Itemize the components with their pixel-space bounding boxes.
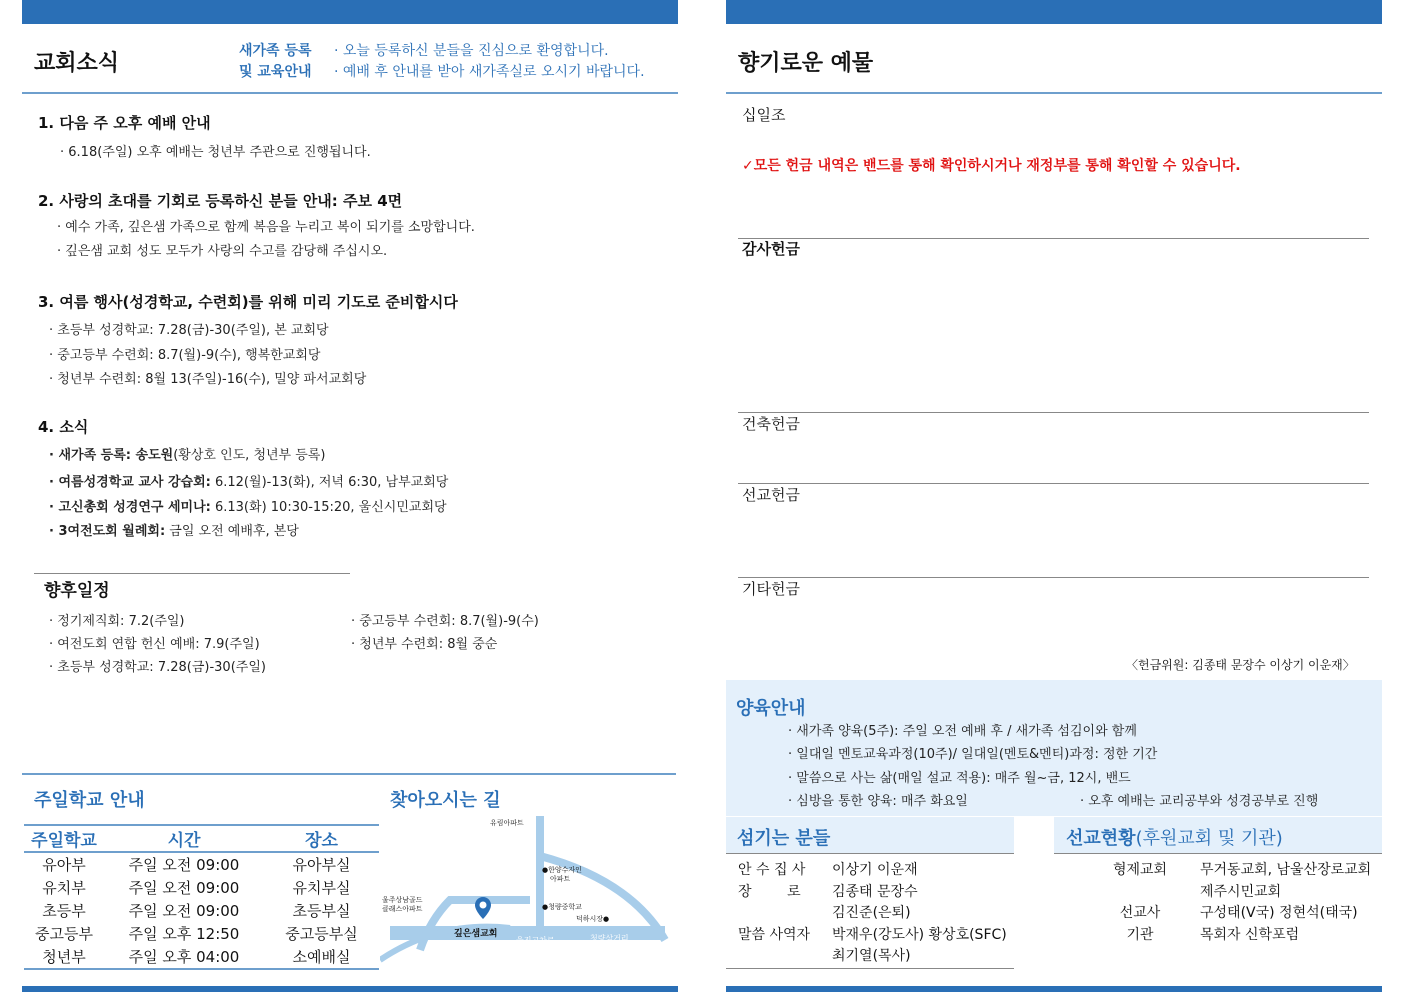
server-role: 장 로 (738, 883, 801, 900)
building-label: 건축헌금 (742, 415, 800, 433)
offering-title: 향기로운 예물 (738, 51, 874, 76)
server-names: 김종태 문장수 (832, 883, 918, 900)
server-role: 말씀 사역자 (738, 926, 811, 943)
mission-row (1080, 860, 1371, 882)
news-item-bold: · 3여전도회 월례회: (49, 524, 166, 539)
table-cell: 주일 오전 09:00 (128, 902, 240, 920)
sunday-school-table (24, 824, 379, 970)
map-label-line: 아파트 (550, 875, 571, 883)
table-cell: 유아부실 (292, 856, 351, 874)
servers-title: 섬기는 분들 (737, 828, 831, 849)
table-cell: 소예배실 (292, 948, 351, 966)
church-map-label: 깊은샘교회 (454, 929, 498, 939)
map-label (382, 896, 423, 914)
mission-title-main: 선교현황 (1066, 828, 1136, 849)
mission-label: 선교사 (1119, 905, 1161, 921)
news-item (49, 520, 299, 539)
other-label: 기타헌금 (742, 580, 800, 598)
welcome-text-line2: · 예배 후 안내를 받아 새가족실로 오시기 바랍니다. (334, 64, 645, 80)
offering-notice: ✓모든 헌금 내역은 밴드를 통해 확인하시거나 재정부를 통해 확인할 수 있습니다. (742, 158, 1241, 174)
nurture-item: · 일대일 멘토교육과정(10주)/ 일대일(멘토&멘티)과정: 정한 기간 (788, 747, 1158, 762)
mission-title-sub: (후원교회 및 기관) (1135, 828, 1283, 849)
table-cell: 주일 오후 04:00 (128, 948, 240, 966)
section-1-item: · 6.18(주일) 오후 예배는 청년부 주관으로 진행됩니다. (60, 145, 371, 160)
left-bottom-bar (22, 986, 678, 992)
mission-value: 무거동교회, 남울산장로교회 (1200, 862, 1372, 878)
table-row (24, 899, 379, 922)
table-cell: 주일 오전 09:00 (128, 879, 240, 897)
table-cell: 주일 오후 12:50 (128, 925, 240, 943)
map-title: 찾아오시는 길 (390, 790, 501, 811)
map-label: 덕하시장● (576, 915, 610, 923)
right-bottom-bar (726, 986, 1382, 992)
map-road-label: 청량삼거리 (590, 934, 629, 943)
tithe-label: 십일조 (742, 106, 786, 124)
nurture-item: · 새가족 양육(5주): 주일 오전 예배 후 / 새가족 섬김이와 함께 (788, 724, 1137, 739)
nurture-title: 양육안내 (736, 698, 806, 719)
news-item (49, 444, 325, 463)
table-row (24, 922, 379, 945)
committee-text: 〈헌금위원: 김종태 문장수 이상기 이운재〉 (1126, 658, 1355, 672)
welcome-label (239, 41, 312, 83)
news-item-bold: · 여름성경학교 교사 강습회: (49, 475, 211, 490)
table-header-row (24, 825, 379, 852)
section-3-item: · 초등부 성경학교: 7.28(금)-30(주일), 본 교회당 (49, 323, 329, 338)
section-3-item: · 중고등부 수련회: 8.7(월)-9(수), 행복한교회당 (49, 348, 321, 363)
nurture-item: · 오후 예배는 교리공부와 성경공부로 진행 (1080, 794, 1319, 809)
nurture-item: · 말씀으로 사는 삶(매일 설교 적용): 매주 월~금, 12시, 밴드 (788, 771, 1131, 786)
table-header: 주일학교 (24, 825, 104, 852)
server-row (738, 882, 1007, 904)
section-3-title: 3. 여름 행사(성경학교, 수련회)를 위해 미리 기도로 준비합시다 (38, 293, 458, 311)
server-row (738, 925, 1007, 947)
section-2-item: · 예수 가족, 깊은샘 가족으로 함께 복음을 누리고 복이 되기를 소망합니다. (57, 220, 475, 235)
news-title: 교회소식 (34, 51, 120, 76)
server-names: 김진준(은퇴) (832, 905, 911, 921)
mission-value: 구성태(V국) 정현석(태국) (1200, 905, 1358, 921)
news-item-rest: (황상호 인도, 청년부 등록) (173, 448, 326, 463)
table-row (24, 945, 379, 969)
schedule-item: · 중고등부 수련회: 8.7(월)-9(수) (351, 614, 539, 629)
mission-row (1080, 882, 1371, 904)
map-label: ●청량중학교 (542, 903, 582, 911)
welcome-text-line1: · 오늘 등록하신 분들을 진심으로 환영합니다. (334, 43, 609, 59)
thanks-label: 감사헌금 (742, 240, 800, 258)
section-4-title: 4. 소식 (38, 418, 89, 436)
schedule-divider (34, 573, 350, 574)
map-roads (380, 810, 676, 970)
server-names: 이상기 이운재 (832, 862, 918, 878)
section-1-title: 1. 다음 주 오후 예배 안내 (38, 114, 211, 132)
section-2-item: · 깊은샘 교회 성도 모두가 사랑의 수고를 감당해 주십시오. (57, 244, 388, 259)
news-item-bold: · 고신총회 성경연구 세미나: (49, 500, 211, 515)
server-names: 최기열(목사) (832, 948, 911, 964)
welcome-text (334, 41, 645, 83)
mission-row (1080, 925, 1371, 947)
map-label-line: 울주상남골드 (382, 896, 423, 904)
servers-bottom-line (726, 968, 1014, 969)
table-cell: 주일 오전 09:00 (128, 856, 240, 874)
offering-line (738, 238, 1369, 239)
mission-offering-label: 선교헌금 (742, 486, 800, 504)
location-pin-icon (474, 896, 492, 924)
news-item-bold: · 새가족 등록: 송도원 (49, 448, 174, 463)
server-row (738, 903, 1007, 925)
map-road-label: 울진고차로 (516, 936, 555, 945)
mission-top-line (1054, 853, 1382, 854)
news-item-rest: 금일 오전 예배후, 본당 (165, 524, 299, 539)
mission-value: 제주시민교회 (1200, 883, 1282, 900)
table-cell: 유치부실 (292, 879, 351, 897)
mission-status-title (1066, 824, 1283, 850)
schedule-item: · 여전도회 연합 헌신 예배: 7.9(주일) (49, 637, 260, 652)
servers-list (738, 860, 1007, 968)
table-header: 시간 (104, 825, 264, 852)
schedule-item: · 정기제직회: 7.2(주일) (49, 614, 185, 629)
table-cell: 유아부 (42, 856, 86, 874)
schedule-title: 향후일정 (44, 581, 110, 601)
table-cell: 중고등부 (35, 925, 93, 943)
news-item-rest: 6.12(월)-13(화), 저녁 6:30, 남부교회당 (210, 475, 449, 490)
news-divider (22, 92, 678, 94)
table-cell: 유치부 (42, 879, 86, 897)
news-item (49, 471, 448, 490)
right-top-bar (726, 0, 1382, 24)
table-row (24, 876, 379, 899)
table-cell: 초등부실 (292, 902, 351, 920)
servers-top-line (726, 853, 1014, 854)
map (380, 810, 676, 970)
welcome-label-line1: 새가족 등록 (239, 43, 312, 59)
section-2-title: 2. 사랑의 초대를 기회로 등록하신 분들 안내: 주보 4면 (38, 192, 403, 210)
mission-label: 기관 (1126, 926, 1154, 943)
offering-divider (726, 92, 1382, 94)
sunday-school-title: 주일학교 안내 (34, 790, 145, 811)
bottom-left-divider (22, 773, 676, 775)
welcome-label-line2: 및 교육안내 (239, 64, 312, 80)
map-label: 유림아파트 (490, 819, 524, 827)
mission-label: 형제교회 (1112, 862, 1168, 878)
mission-list (1080, 860, 1371, 946)
section-3-item: · 청년부 수련회: 8월 13(주일)-16(수), 밀양 파서교회당 (49, 372, 367, 387)
server-row (738, 860, 1007, 882)
table-row (24, 852, 379, 876)
table-cell: 청년부 (42, 948, 86, 966)
table-cell: 중고등부실 (285, 925, 358, 943)
table-cell: 초등부 (42, 902, 86, 920)
mission-row (1080, 903, 1371, 925)
schedule-item: · 청년부 수련회: 8월 중순 (351, 637, 498, 652)
news-item (49, 496, 447, 515)
server-names: 박재우(강도사) 황상호(SFC) (832, 926, 1007, 943)
nurture-item: · 심방을 통한 양육: 매주 화요일 (788, 794, 968, 809)
left-top-bar (22, 0, 678, 24)
offering-line (738, 483, 1369, 484)
map-label-line: 클래스아파트 (382, 905, 423, 913)
mission-value: 목회자 신학포럼 (1200, 926, 1300, 943)
schedule-item: · 초등부 성경학교: 7.28(금)-30(주일) (49, 660, 266, 675)
table-header: 장소 (264, 825, 379, 852)
server-row (738, 946, 1007, 968)
news-item-rest: 6.13(화) 10:30-15:20, 울신시민교회당 (210, 500, 447, 515)
map-label (542, 866, 582, 884)
map-label-line: ●한양수자인 (542, 866, 582, 874)
server-role: 안 수 집 사 (738, 862, 806, 878)
offering-line (738, 577, 1369, 578)
offering-line (738, 412, 1369, 413)
